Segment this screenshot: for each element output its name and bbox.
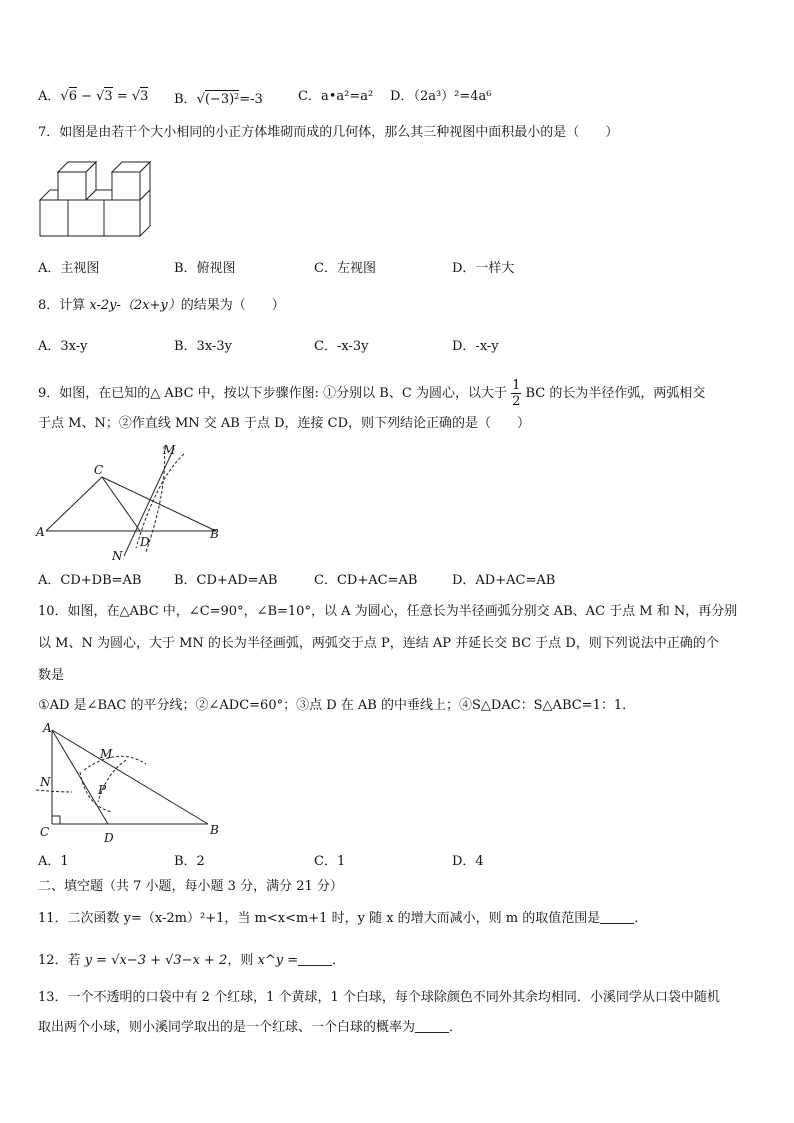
q10-label-m: M (100, 747, 113, 761)
q10-label-d: D (104, 831, 114, 845)
q10-question-line3: 数是 (38, 668, 65, 683)
q9-label-a: A (36, 525, 45, 539)
q10-label-a: A (43, 721, 52, 735)
q8-option-b: B．3x-3y (174, 339, 232, 354)
q12-question: 12．若 y = √x−3 + √3−x + 2，则 x^y = ． (38, 953, 346, 968)
q9-question-line2: 于点 M、N；②作直线 MN 交 AB 于点 D，连接 CD，则下列结论正确的是（ ） (38, 416, 531, 431)
q9-option-c: C．CD+AC=AB (314, 573, 418, 588)
q10-label-n: N (40, 775, 51, 789)
q9-label-d: D (140, 535, 150, 549)
q6-option-d: D．（2a³）²=4a⁶ (390, 89, 492, 104)
q13-question-line1: 13．一个不透明的口袋中有 2 个红球，1 个黄球，1 个白球，每个球除颜色不同外其余均相同．小溪同学从口袋中随机 (38, 990, 720, 1005)
q10-question-line2: 以 M、N 为圆心，大于 MN 的长为半径画弧，两弧交于点 P，连结 AP 并延长交 BC 于点 D，则下列说法中正确的个 (38, 636, 719, 651)
q7-option-b: B．俯视图 (174, 261, 236, 276)
q9-label-n: N (112, 549, 123, 563)
q10-label-c: C (40, 825, 50, 839)
q7-cubes-figure (36, 156, 160, 244)
q7-option-a: A．主视图 (38, 261, 100, 276)
q7-option-d: D．一样大 (452, 261, 515, 276)
q10-label-b: B (210, 823, 219, 837)
q9-option-d: D．AD+AC=AB (452, 573, 556, 588)
q8-option-d: D．-x-y (452, 339, 499, 354)
q10-question-line1: 10．如图，在△ABC 中，∠C=90°，∠B=10°，以 A 为圆心，任意长为半径画弧分别交 AB、AC 于点 M 和 N，再分别 (38, 604, 738, 619)
q13-answer-blank[interactable] (415, 1020, 449, 1033)
q7-question: 7．如图是由若干个大小相同的小正方体堆砌而成的几何体，那么其三种视图中面积最小的是（ ） (38, 125, 619, 140)
q8-option-a: A．3x-y (38, 339, 88, 354)
section-2-title: 二、填空题（共 7 小题，每小题 3 分，满分 21 分） (38, 879, 343, 894)
q13-question-line2: 取出两个小球，则小溪同学取出的是一个红球、一个白球的概率为 ． (38, 1020, 463, 1035)
q6-option-a: A．√6 − √3 = √3 (38, 89, 149, 104)
q10-statements: ①AD 是∠BAC 的平分线；②∠ADC=60°；③点 D 在 AB 的中垂线上；④S△DAC：S△ABC=1：1． (38, 698, 636, 713)
q11-answer-blank[interactable] (600, 911, 634, 924)
half-fraction: $\frac{1}{2}$ (512, 378, 521, 409)
q10-label-p: P (98, 783, 107, 797)
q6-option-c: C．a•a²=a² (298, 89, 374, 104)
q8-option-c: C．-x-3y (314, 339, 369, 354)
q12-answer-blank[interactable] (298, 953, 332, 966)
q10-option-a: A．1 (38, 854, 69, 869)
q9-option-a: A．CD+DB=AB (38, 573, 142, 588)
q10-option-d: D．4 (452, 854, 484, 869)
q9-label-m: M (163, 443, 176, 457)
q9-label-c: C (94, 463, 104, 477)
q9-question-line1: 9．如图，在已知的△ ABC 中，按以下步骤作图: ①分别以 B、C 为圆心，以大于 $\frac{1}{2}$ BC 的长为半径作弧，两弧相交 (38, 378, 706, 409)
q9-triangle-figure (36, 440, 226, 565)
q10-option-c: C．1 (314, 854, 346, 869)
q8-question: 8．计算 x-2y-（2x+y）的结果为（ ） (38, 298, 285, 313)
q10-triangle-figure (36, 720, 226, 846)
q9-option-b: B．CD+AD=AB (174, 573, 278, 588)
q9-label-b: B (210, 527, 219, 541)
q11-question: 11．二次函数 y=（x-2m）²+1，当 m<x<m+1 时，y 随 x 的增大而减小，则 m 的取值范围是 ． (38, 911, 648, 926)
q10-option-b: B．2 (174, 854, 205, 869)
q6-option-b: B．$√(-3)^2=-3$ (174, 92, 263, 107)
q7-option-c: C．左视图 (314, 261, 376, 276)
